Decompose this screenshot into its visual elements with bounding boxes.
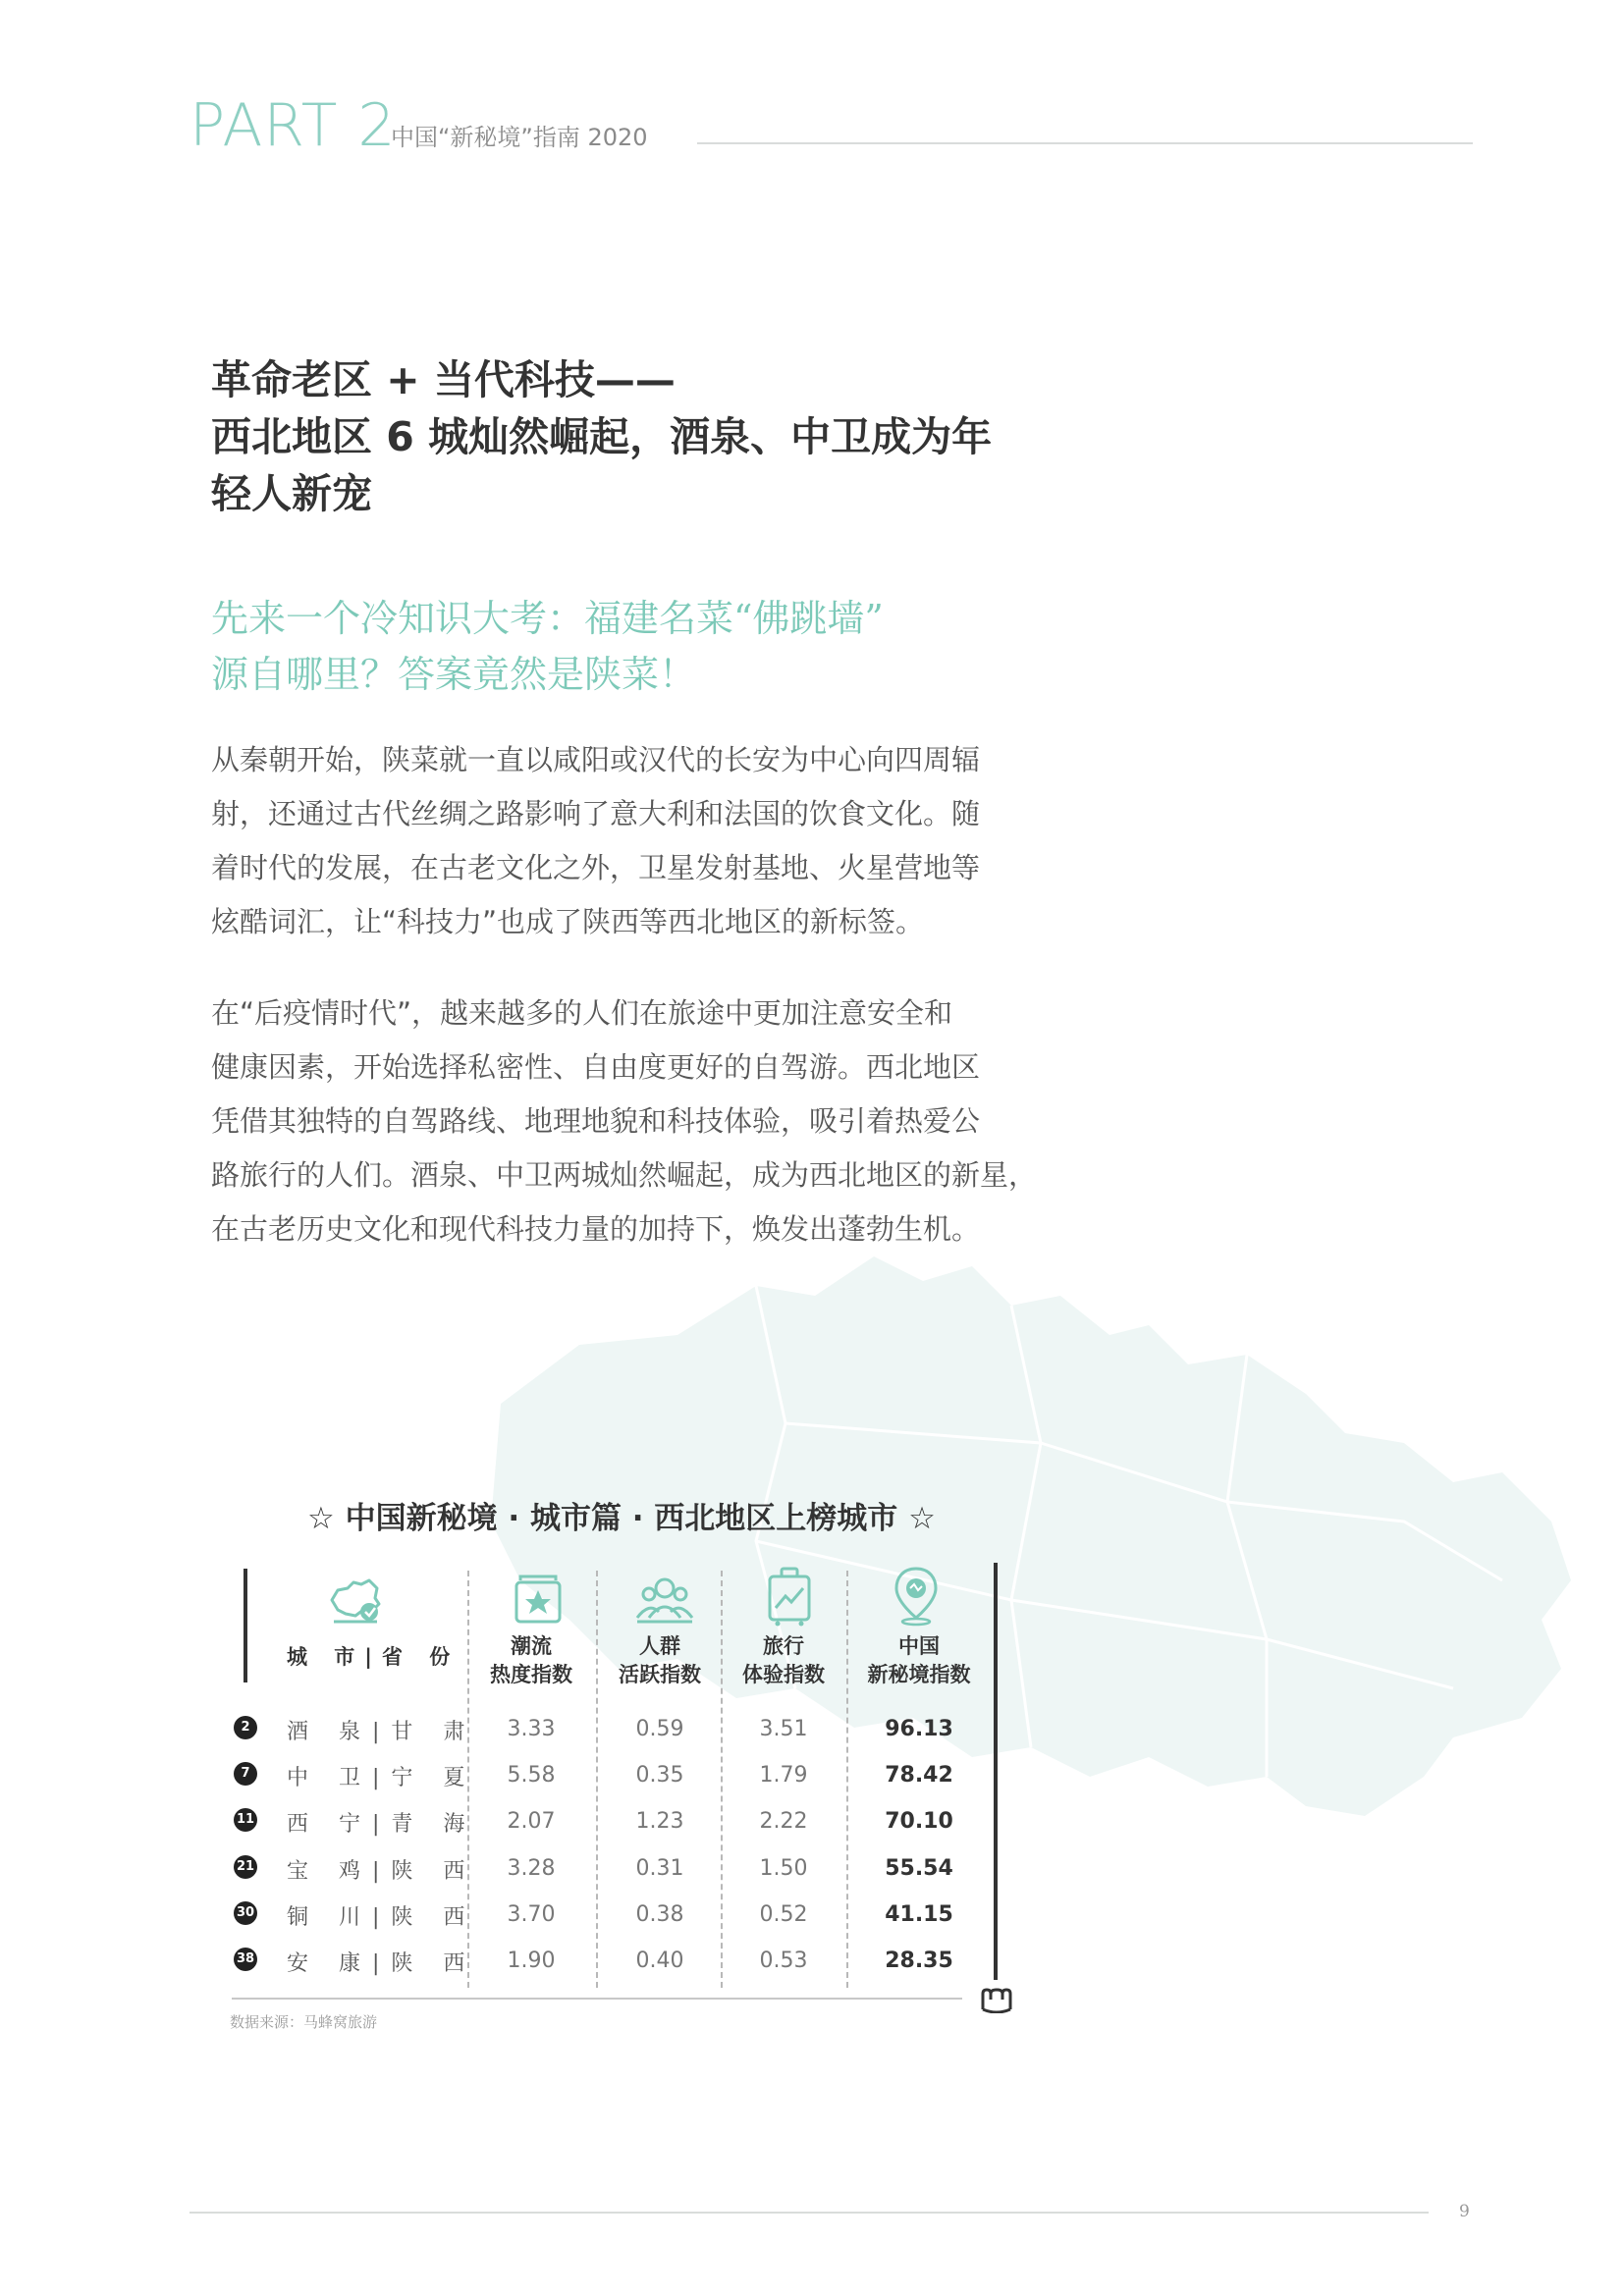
- cell-crowd: 0.31: [635, 1856, 684, 1881]
- table-right-bar: [994, 1563, 998, 1980]
- column-divider: [846, 1571, 848, 1988]
- row-city: 安 康|陕 西: [287, 1951, 477, 1976]
- rank-badge: 30: [234, 1901, 257, 1925]
- cell-index: 55.54: [885, 1856, 953, 1881]
- article-heading: [211, 351, 1075, 522]
- page-number: 9: [1459, 2202, 1470, 2221]
- part-label: PART 2: [189, 91, 397, 160]
- rank-badge: 21: [234, 1855, 257, 1879]
- cell-travel: 1.79: [759, 1763, 808, 1788]
- row-city: 中 卫|宁 夏: [287, 1766, 477, 1790]
- paragraph-line: 健康因素，开始选择私密性、自由度更好的自驾游。西北地区: [211, 1050, 981, 1084]
- table-bottom-rule: [232, 1998, 962, 2000]
- cell-trend: 1.90: [507, 1949, 556, 1973]
- header-rule: [697, 142, 1473, 144]
- paragraph-line: 射，还通过古代丝绸之路影响了意大利和法国的饮食文化。随: [211, 797, 981, 830]
- cell-travel: 0.53: [759, 1949, 808, 1973]
- paragraph-line: 路旅行的人们。酒泉、中卫两城灿然崛起，成为西北地区的新星，: [211, 1158, 1038, 1192]
- heading-line: 轻人新宠: [211, 470, 372, 517]
- column-header-line: 体验指数: [742, 1663, 825, 1686]
- cell-crowd: 0.38: [635, 1902, 684, 1927]
- column-header-line: 热度指数: [490, 1663, 572, 1686]
- paragraph-line: 着时代的发展，在古老文化之外，卫星发射基地、火星营地等: [211, 851, 981, 884]
- heading-line: 革命老区 + 当代科技——: [211, 356, 676, 403]
- cell-trend: 5.58: [507, 1763, 556, 1788]
- paragraph-line: 炫酷词汇，让“科技力”也成了陕西等西北地区的新标签。: [211, 905, 925, 938]
- paragraph-line: 在“后疫情时代”，越来越多的人们在旅途中更加注意安全和: [211, 996, 953, 1030]
- map-pin-icon: [885, 1565, 947, 1628]
- data-source: 数据来源：马蜂窝旅游: [230, 2013, 378, 2031]
- column-header-line: 人群: [639, 1634, 680, 1658]
- column-header-trend: [472, 1632, 590, 1689]
- cell-travel: 3.51: [759, 1717, 808, 1741]
- cell-index: 96.13: [885, 1717, 953, 1741]
- column-header-line: 活跃指数: [619, 1663, 701, 1686]
- cell-index: 70.10: [885, 1809, 953, 1834]
- rank-badge: 38: [234, 1948, 257, 1971]
- column-header-index: [850, 1632, 988, 1689]
- cell-crowd: 1.23: [635, 1809, 684, 1834]
- subheading-line: 先来一个冷知识大考：福建名菜“佛跳墙”: [211, 597, 884, 640]
- row-city: 铜 川|陕 西: [287, 1905, 477, 1930]
- cell-crowd: 0.40: [635, 1949, 684, 1973]
- table-left-bar: [244, 1569, 247, 1682]
- column-header-line: 潮流: [511, 1634, 552, 1658]
- cell-travel: 1.50: [759, 1856, 808, 1881]
- paragraph-line: 在古老历史文化和现代科技力量的加持下，焕发出蓬勃生机。: [211, 1212, 981, 1246]
- cell-trend: 3.33: [507, 1717, 556, 1741]
- article-subheading: [211, 591, 1075, 703]
- cell-travel: 2.22: [759, 1809, 808, 1834]
- rank-badge: 7: [234, 1762, 257, 1786]
- row-city: 宝 鸡|陕 西: [287, 1859, 477, 1884]
- column-divider: [721, 1571, 723, 1988]
- column-header-crowd: [601, 1632, 719, 1689]
- column-header-line: 旅行: [763, 1634, 804, 1658]
- cell-crowd: 0.35: [635, 1763, 684, 1788]
- footer-rule: [189, 2212, 1429, 2214]
- china-map-icon: [324, 1571, 387, 1633]
- trend-star-icon: [507, 1569, 569, 1631]
- guide-title: 中国“新秘境”指南 2020: [391, 124, 648, 151]
- cell-trend: 2.07: [507, 1809, 556, 1834]
- cell-crowd: 0.59: [635, 1717, 684, 1741]
- body-paragraph-1: [211, 733, 1036, 949]
- heading-line: 西北地区 6 城灿然崛起，酒泉、中卫成为年: [211, 413, 993, 460]
- city-province-header: 城 市|省 份: [287, 1645, 460, 1669]
- mafengwo-logo-icon: [980, 1986, 1013, 2013]
- luggage-icon: [758, 1565, 821, 1628]
- column-header-travel: [725, 1632, 842, 1689]
- cell-index: 78.42: [885, 1763, 953, 1788]
- row-city: 西 宁|青 海: [287, 1812, 477, 1837]
- cell-index: 41.15: [885, 1902, 953, 1927]
- column-header-line: 中国: [898, 1634, 940, 1658]
- cell-trend: 3.70: [507, 1902, 556, 1927]
- cell-trend: 3.28: [507, 1856, 556, 1881]
- subheading-line: 源自哪里？答案竟然是陕菜！: [211, 653, 697, 696]
- column-header-line: 新秘境指数: [867, 1663, 971, 1686]
- rank-badge: 11: [234, 1808, 257, 1832]
- cell-index: 28.35: [885, 1949, 953, 1973]
- rank-badge: 2: [234, 1716, 257, 1739]
- cell-travel: 0.52: [759, 1902, 808, 1927]
- paragraph-line: 凭借其独特的自驾路线、地理地貌和科技体验，吸引着热爱公: [211, 1104, 981, 1138]
- body-paragraph-2: [211, 987, 1036, 1256]
- crowd-icon: [633, 1569, 696, 1631]
- column-divider: [596, 1571, 598, 1988]
- table-title: ☆ 中国新秘境 · 城市篇 · 西北地区上榜城市 ☆: [307, 1501, 936, 1536]
- paragraph-line: 从秦朝开始，陕菜就一直以咸阳或汉代的长安为中心向四周辐: [211, 743, 981, 776]
- row-city: 酒 泉|甘 肃: [287, 1720, 477, 1744]
